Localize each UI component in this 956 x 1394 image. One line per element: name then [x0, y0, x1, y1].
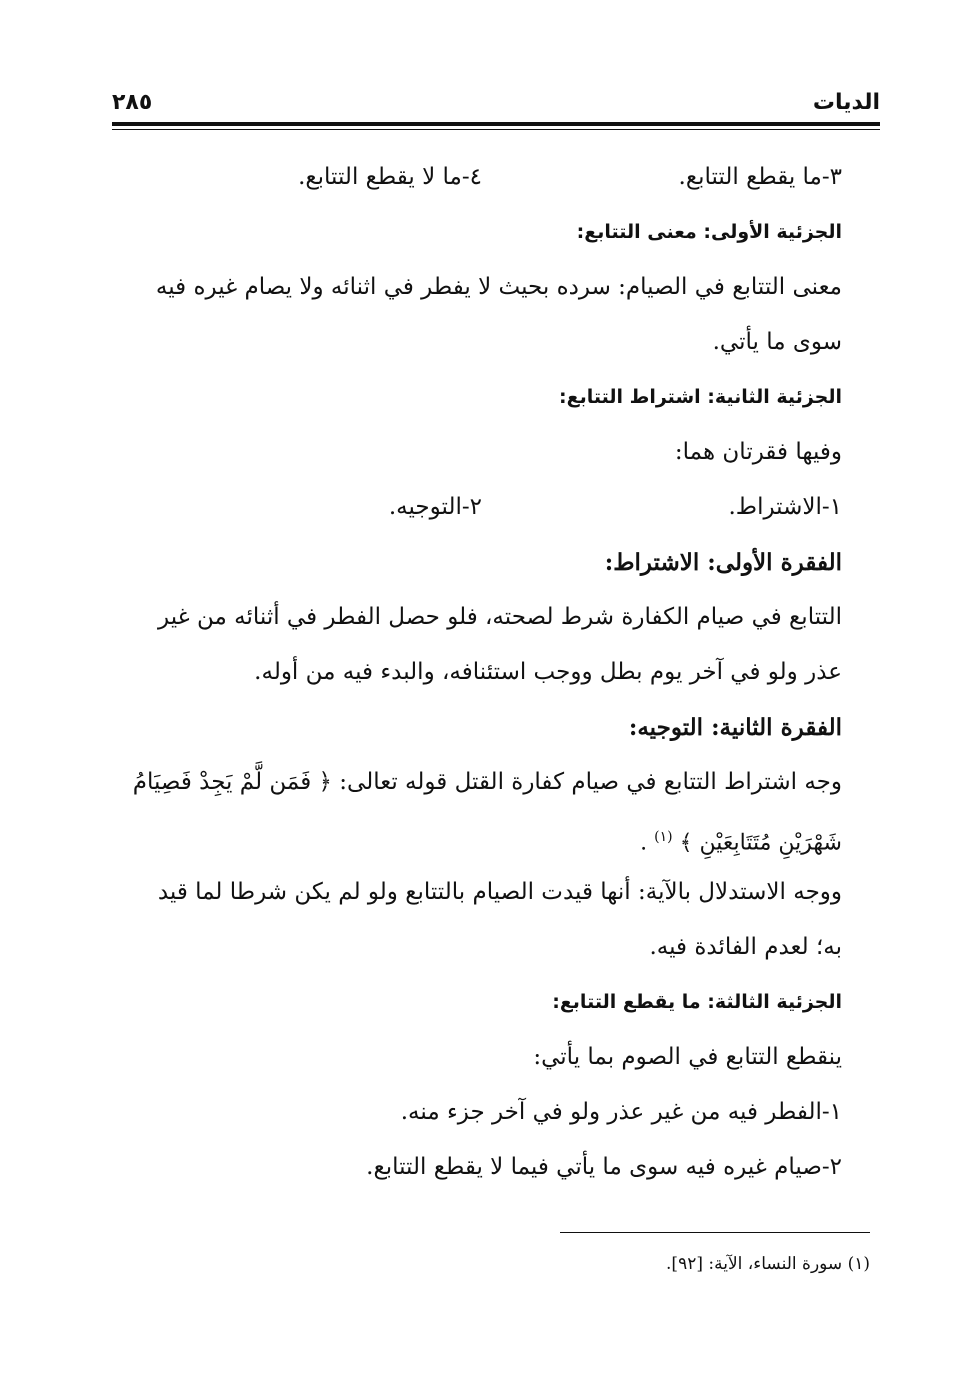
footnote-separator — [560, 1232, 870, 1233]
paragraph-line: به؛ لعدم الفائدة فيه. — [649, 934, 842, 960]
list-item-4: ٤-ما لا يقطع التتابع. — [298, 164, 482, 190]
subsection-heading-2: الفقرة الثانية: التوجيه: — [628, 714, 842, 741]
page-header — [112, 88, 880, 122]
quran-verse-line — [110, 810, 842, 865]
paragraph-line: وجه اشتراط التتابع في صيام كفارة القتل قوله تعالى: ﴿ فَمَن لَّمْ يَجِدْ فَصِيَامُ — [132, 769, 842, 795]
header-rule-thin — [112, 129, 880, 130]
list-item-2: ٢-التوجيه. — [388, 494, 482, 520]
page-number: ٢٨٥ — [112, 90, 153, 115]
footnote-marker: (١) — [654, 829, 673, 845]
paragraph-line: سوى ما يأتي. — [712, 329, 842, 355]
subsection-heading-1: الفقرة الأولى: الاشتراط: — [604, 549, 842, 576]
paragraph-line: ووجه الاستدلال بالآية: أنها قيدت الصيام بالتتابع ولو لم يكن شرطا لما قيد — [157, 879, 842, 905]
list-item-3: ٣-ما يقطع التتابع. — [678, 164, 842, 190]
quran-verse-text: شَهْرَيْنِ مُتَتَابِعَيْنِ ﴾ — [679, 830, 842, 856]
sentence-end: . — [640, 830, 648, 856]
section-heading-1: الجزئية الأولى: معنى التتابع: — [576, 221, 842, 243]
section-heading-3: الجزئية الثالثة: ما يقطع التتابع: — [552, 991, 842, 1013]
paragraph-line: ينقطع التتابع في الصوم بما يأتي: — [533, 1044, 842, 1070]
paragraph-line: وفيها فقرتان هما: — [674, 439, 842, 465]
enumeration-line — [110, 480, 842, 535]
list-item-line: ١-الفطر فيه من غير عذر ولو في آخر جزء منه. — [400, 1099, 842, 1125]
section-heading-2: الجزئية الثانية: اشتراط التتابع: — [559, 386, 842, 408]
body-text — [110, 150, 842, 1195]
list-item-line: ٢-صيام غيره فيه سوى ما يأتي فيما لا يقطع التتابع. — [366, 1154, 842, 1180]
paragraph-line: معنى التتابع في الصيام: سرده بحيث لا يفطر في اثنائه ولا يصام غيره فيه — [155, 274, 842, 300]
footnote: (١) سورة النساء، الآية: [٩٢]. — [666, 1254, 870, 1274]
list-item-1: ١-الاشتراط. — [728, 494, 842, 520]
running-title: الديات — [812, 90, 880, 115]
paragraph-line: عذر ولو في آخر يوم بطل ووجب استئنافه، والبدء فيه من أوله. — [254, 659, 842, 685]
enumeration-line — [110, 150, 842, 205]
header-rule-thick — [112, 122, 880, 126]
paragraph-line: التتابع في صيام الكفارة شرط لصحته، فلو حصل الفطر في أثنائه من غير — [158, 604, 842, 630]
